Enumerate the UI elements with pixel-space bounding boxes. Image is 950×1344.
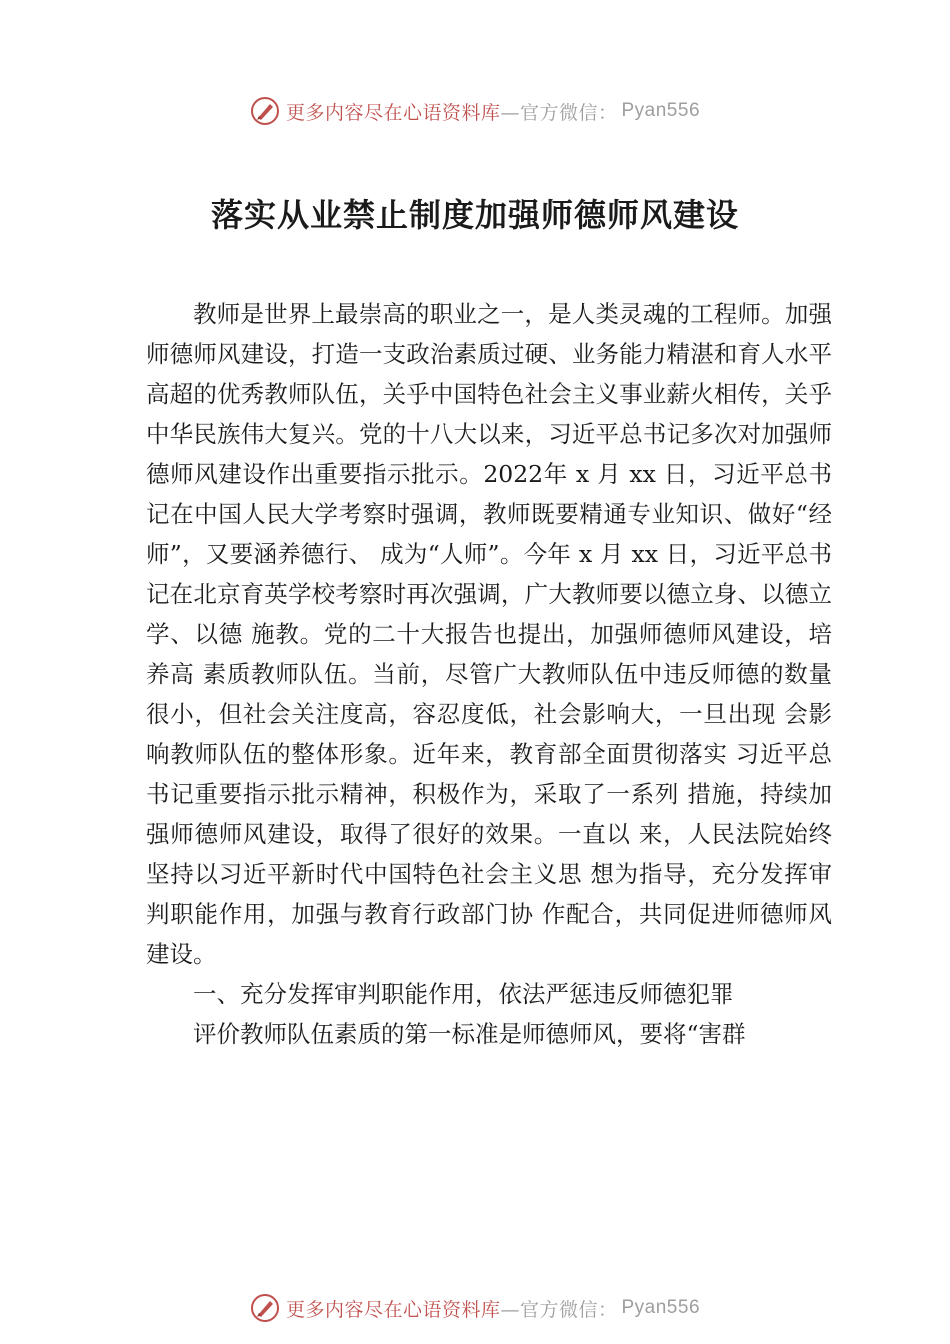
pen-logo-icon [250,1293,280,1323]
document-body [146,294,832,1054]
watermark-sub-text: —官方微信： [500,101,618,124]
watermark-footer [0,1293,950,1323]
document-title: 落实从业禁止制度加强师德师风建设 [210,196,739,234]
paragraph-intro: 教师是世界上最崇高的职业之一，是人类灵魂的工程师。加强师德师风建设，打造一支政治素质过硬、业务能力精湛和育人水平高超的优秀教师队伍，关乎中国特色社会主义事业薪火相传，关乎中华民族伟大复兴。党的十八大以来，习近平总书记多次对加强师德师风建设作出重要指示批示。2022年 x 月 xx 日，习近平总书记在中国人民大学考察时强调，教师既要精通专业知识、做好“经师”，又要涵养德行、 成为“人师”。今年 x 月 xx 日，习近平总书记在北京育英学校考察时再次强调，广大教师要以德立身、以德立学、以德 施教。党的二十大报告也提出，加强师德师风建设，培养高 素质教师队伍。当前，尽管广大教师队伍中违反师德的数量 很小，但社会关注度高，容忍度低，社会影响大，一旦出现 会影响教师队伍的整体形象。近年来，教育部全面贯彻落实 习近平总书记重要指示批示精神，积极作为，采取了一系列 措施，持续加强师德师风建设，取得了很好的效果。一直以 来，人民法院始终坚持以习近平新时代中国特色社会主义思 想为指导，充分发挥审判职能作用，加强与教育行政部门协 作配合，共同促进师德师风建设。 [146,300,832,968]
paragraph-section-1: 评价教师队伍素质的第一标准是师德师风，要将“害群 [193,1020,746,1048]
pen-logo-icon [250,96,280,126]
watermark-sub-text: —官方微信： [500,1298,618,1321]
watermark-id-text: Pyan556 [621,1297,701,1318]
section-heading-1: 一、充分发挥审判职能作用，依法严惩违反师德犯罪 [193,980,734,1008]
watermark-main-text: 更多内容尽在心语资料库 [285,1298,501,1321]
watermark-id-text: Pyan556 [621,100,701,121]
watermark-main-text: 更多内容尽在心语资料库 [285,101,501,124]
watermark-header [0,96,950,126]
